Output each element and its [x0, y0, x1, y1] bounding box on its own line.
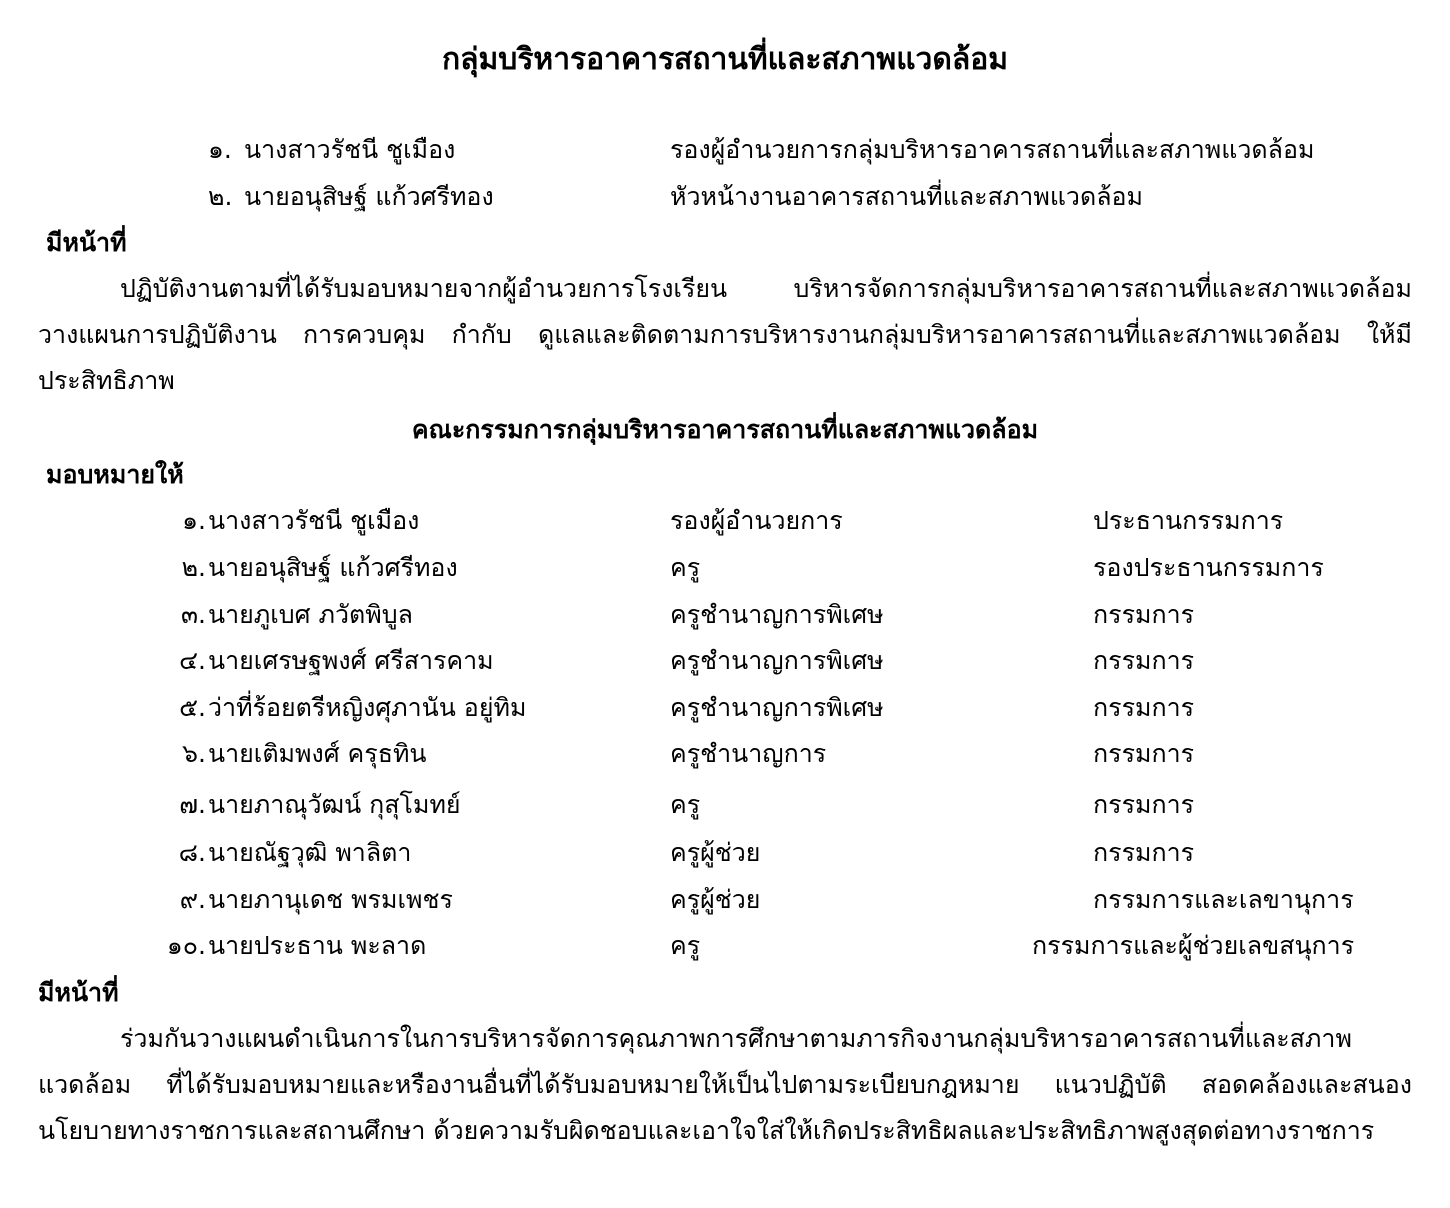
committee-number: ๑๐.: [166, 931, 206, 960]
committee-role: กรรมการและผู้ช่วยเลขสนุการ: [1032, 931, 1355, 960]
committee-name: นายเติมพงศ์ ครุธทิน: [208, 739, 427, 768]
committee-number: ๒.: [181, 553, 206, 582]
committee-position: ครูชำนาญการ: [670, 739, 827, 768]
committee-role: ประธานกรรมการ: [1093, 506, 1284, 535]
committee-number: ๖.: [182, 739, 206, 768]
committee-position: รองผู้อำนวยการ: [670, 506, 843, 535]
page-title: กลุ่มบริหารอาคารสถานที่และสภาพแวดล้อม: [441, 42, 1009, 77]
committee-position: ครูชำนาญการพิเศษ: [670, 646, 884, 675]
committee-position: ครูชำนาญการพิเศษ: [670, 600, 884, 629]
committee-position: ครูผู้ช่วย: [670, 838, 761, 867]
leader-position: หัวหน้างานอาคารสถานที่และสภาพแวดล้อม: [670, 182, 1144, 211]
committee-role: กรรมการ: [1093, 739, 1195, 768]
committee-position: ครู: [670, 553, 701, 582]
committee-title: คณะกรรมการกลุ่มบริหารอาคารสถานที่และสภาพแวดล้อม: [411, 415, 1039, 444]
committee-name: นายณัฐวุฒิ พาลิตา: [208, 838, 412, 867]
committee-position: ครู: [670, 931, 701, 960]
committee-role: กรรมการ: [1093, 790, 1195, 819]
assign-heading: มอบหมายให้: [46, 460, 184, 489]
committee-number: ๗.: [179, 790, 206, 819]
duty-heading: มีหน้าที่: [46, 228, 127, 257]
committee-number: ๔.: [179, 646, 206, 675]
committee-position: ครู: [670, 790, 701, 819]
leader-name: นายอนุสิษฐ์ แก้วศรีทอง: [244, 182, 494, 211]
committee-number: ๓.: [180, 600, 206, 629]
leader-number: ๑.: [208, 135, 232, 164]
duty-paragraph: ร่วมกันวางแผนดำเนินการในการบริหารจัดการคุณภาพการศึกษาตามภารกิจงานกลุ่มบริหารอาคารสถานที่และสภาพแวดล้อม ที่ได้รับมอบหมายและหรืองานอื่นที่ได้รับมอบหมายให้เป็นไปตามระเบียบกฎหมาย แนวปฏิบัติ สอดคล้องและสนองนโยบายทางราชการและสถานศึกษา ด้วยความรับผิดชอบและเอาใจใส่ให้เกิดประสิทธิผลและประสิทธิภาพสูงสุดต่อทางราชการ: [38, 1024, 1412, 1145]
committee-name: นางสาวรัชนี ชูเมือง: [208, 506, 420, 535]
duty-heading: มีหน้าที่: [38, 978, 119, 1007]
committee-name: นายภาณุวัฒน์ กุสุโมทย์: [208, 790, 461, 819]
committee-name: นายภานุเดช พรมเพชร: [208, 885, 453, 914]
committee-role: กรรมการ: [1093, 646, 1195, 675]
leader-number: ๒.: [208, 182, 233, 211]
committee-number: ๑.: [182, 506, 206, 535]
committee-role: กรรมการ: [1093, 693, 1195, 722]
committee-number: ๘.: [178, 838, 206, 867]
committee-role: รองประธานกรรมการ: [1093, 553, 1324, 582]
committee-number: ๙.: [179, 885, 206, 914]
duty-paragraph: ปฏิบัติงานตามที่ได้รับมอบหมายจากผู้อำนวยการโรงเรียน บริหารจัดการกลุ่มบริหารอาคารสถานที่และสภาพแวดล้อม วางแผนการปฏิบัติงาน การควบคุม กำกับ ดูแลและติดตามการบริหารงานกลุ่มบริหารอาคารสถานที่และสภาพแวดล้อม ให้มีประสิทธิภาพ: [38, 274, 1412, 395]
committee-role: กรรมการ: [1093, 838, 1195, 867]
committee-position: ครูผู้ช่วย: [670, 885, 761, 914]
leader-position: รองผู้อำนวยการกลุ่มบริหารอาคารสถานที่และสภาพแวดล้อม: [670, 135, 1315, 164]
committee-number: ๕.: [179, 693, 206, 722]
committee-name: นายภูเบศ ภวัตพิบูล: [208, 600, 413, 629]
committee-position: ครูชำนาญการพิเศษ: [670, 693, 884, 722]
committee-role: กรรมการและเลขานุการ: [1093, 885, 1354, 914]
committee-name: นายอนุสิษฐ์ แก้วศรีทอง: [208, 553, 458, 582]
committee-name: ว่าที่ร้อยตรีหญิงศุภานัน อยู่ทิม: [208, 693, 527, 722]
committee-role: กรรมการ: [1093, 600, 1195, 629]
committee-name: นายเศรษฐพงศ์ ศรีสารคาม: [208, 646, 494, 675]
committee-name: นายประธาน พะลาด: [208, 931, 427, 960]
leader-name: นางสาวรัชนี ชูเมือง: [244, 135, 456, 164]
